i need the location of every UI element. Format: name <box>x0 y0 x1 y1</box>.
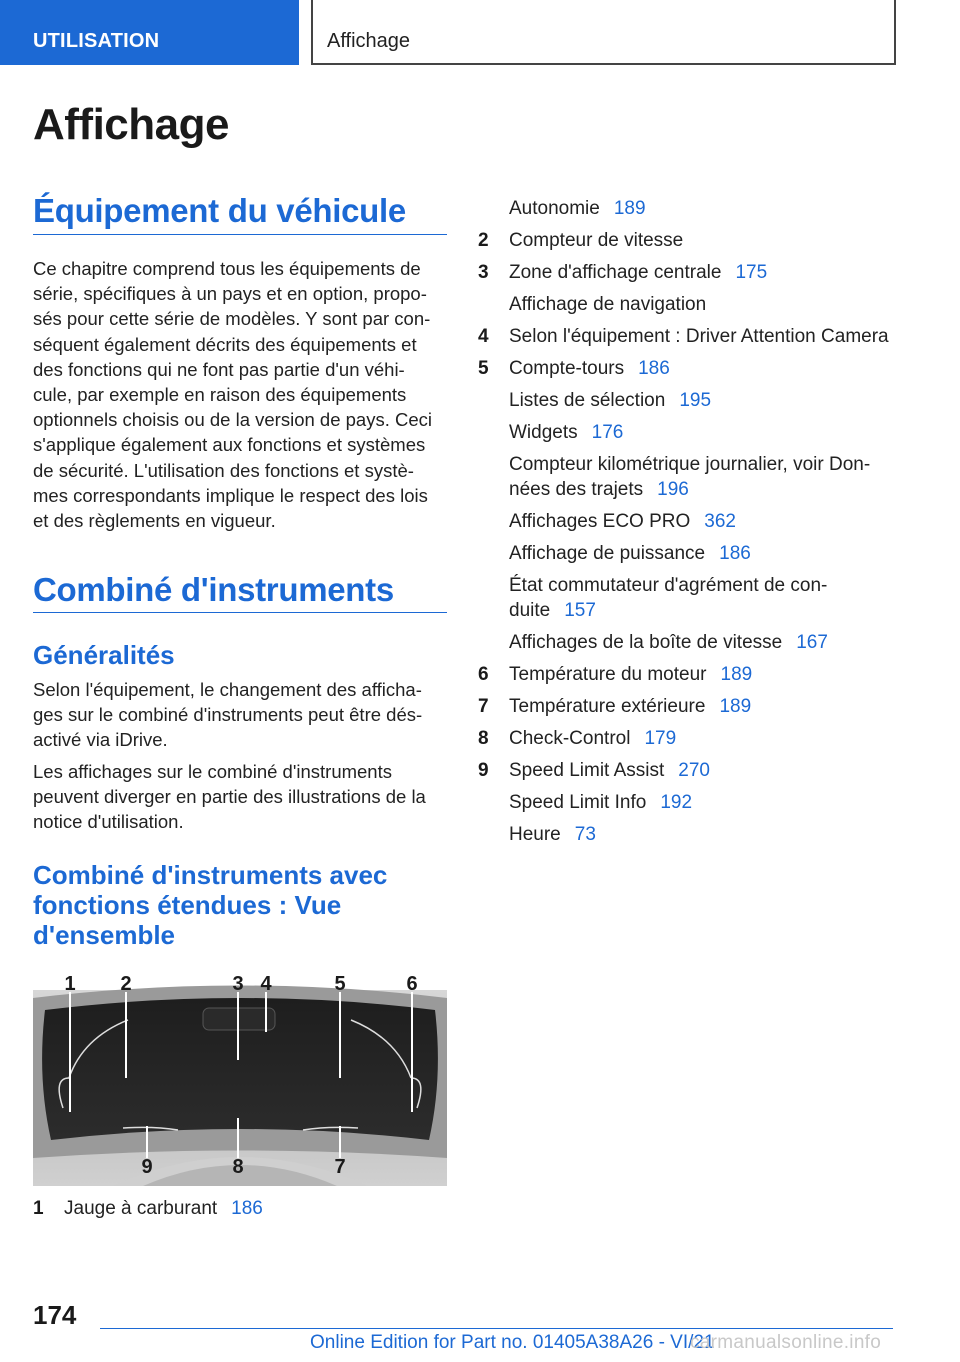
page-reference-link[interactable]: 73 <box>574 824 596 845</box>
paragraph-line: de sécurité. L'utilisation des fonctions et systè‐ <box>33 459 414 481</box>
page-reference-link[interactable]: 167 <box>796 632 828 653</box>
instrument-cluster-illustration <box>33 968 447 1186</box>
callout-8: 8 <box>232 1156 244 1178</box>
page-reference-link[interactable]: 196 <box>657 479 689 500</box>
legend-list-right <box>478 196 908 854</box>
page-reference-link[interactable]: 189 <box>613 198 646 219</box>
page-reference-link[interactable]: 192 <box>660 792 693 813</box>
paragraph-line: peuvent diverger en partie des illustrations de la <box>33 786 426 808</box>
legend-text: Listes de sélection <box>509 390 666 411</box>
legend-text: État commutateur d'agrément de con‐ <box>509 575 828 596</box>
legend-text: Affichages de la boîte de vitesse <box>509 632 783 653</box>
legend-text: Compteur de vitesse <box>509 230 684 251</box>
paragraph-equipement <box>33 256 447 533</box>
callout-7: 7 <box>334 1156 346 1178</box>
legend-number: 1 <box>33 1198 44 1219</box>
legend-text: Check-Control <box>509 728 631 749</box>
legend-item <box>478 452 908 502</box>
legend-item <box>478 573 908 623</box>
legend-number: 6 <box>478 664 489 685</box>
callout-4: 4 <box>260 973 272 995</box>
page-header <box>0 0 960 66</box>
heading-generalites: Généralités <box>33 640 175 670</box>
legend-text: nées des trajets <box>509 479 644 500</box>
legend-text: Compteur kilométrique journalier, voir Don‐ <box>509 454 871 475</box>
legend-item <box>478 420 908 445</box>
legend-text: Selon l'équipement : Driver Attention Camera <box>509 326 889 347</box>
paragraph-line: Les affichages sur le combiné d'instruments <box>33 761 392 782</box>
page-reference-link[interactable]: 186 <box>719 543 751 564</box>
heading-rule <box>33 612 447 613</box>
legend-item <box>478 822 908 847</box>
paragraph-line: mes correspondants implique le respect des lois <box>33 484 428 506</box>
legend-list-left <box>33 1196 447 1228</box>
paragraph-generalites-2 <box>33 759 447 835</box>
legend-text: Jauge à carburant <box>64 1198 218 1219</box>
heading-rule <box>33 234 447 235</box>
legend-item <box>478 260 908 285</box>
heading-line: d'ensemble <box>33 920 176 950</box>
paragraph-line: Selon l'équipement, le changement des afficha‐ <box>33 679 422 700</box>
legend-item <box>478 790 908 815</box>
legend-text: Zone d'affichage centrale <box>509 262 722 283</box>
page-reference-link[interactable]: 186 <box>231 1198 263 1219</box>
page-reference-link[interactable]: 195 <box>679 390 712 411</box>
callout-3: 3 <box>232 973 244 995</box>
page-title: Affichage <box>33 100 229 149</box>
paragraph-line: ges sur le combiné d'instruments peut être dés‐ <box>33 704 423 726</box>
legend-item <box>478 388 908 413</box>
heading-line: Combiné d'instruments avec <box>33 860 388 890</box>
legend-item <box>478 509 908 534</box>
paragraph-line: sés pour cette série de modèles. Y sont par con‐ <box>33 308 431 330</box>
page-reference-link[interactable]: 189 <box>720 664 753 685</box>
legend-item <box>478 292 908 317</box>
paragraph-line: optionnels choisis ou de la version de pays. Ceci <box>33 409 433 431</box>
legend-text: Affichage de navigation <box>509 294 707 315</box>
footer-edition: Online Edition for Part no. 01405A38A26 - VI/21 <box>310 1332 715 1353</box>
legend-item <box>478 630 908 655</box>
page-reference-link[interactable]: 157 <box>564 600 596 621</box>
paragraph-line: série, spécifiques à un pays et en option, propo‐ <box>33 283 427 305</box>
legend-item <box>33 1196 447 1221</box>
instrument-cluster-drawing <box>33 968 447 1186</box>
legend-number: 8 <box>478 728 489 749</box>
legend-text: Heure <box>509 824 561 845</box>
legend-item <box>478 228 908 253</box>
legend-item <box>478 694 908 719</box>
paragraph-line: notice d'utilisation. <box>33 811 184 833</box>
page-reference-link[interactable]: 176 <box>591 422 624 443</box>
page-reference-link[interactable]: 270 <box>678 760 710 781</box>
legend-text: Affichages ECO PRO <box>509 511 691 532</box>
paragraph-line: Ce chapitre comprend tous les équipements de <box>33 258 421 279</box>
callout-1: 1 <box>64 973 76 995</box>
legend-number: 2 <box>478 230 489 251</box>
legend-item <box>478 758 908 783</box>
page-reference-link[interactable]: 186 <box>638 358 670 379</box>
legend-text: Compte-tours <box>509 358 625 379</box>
watermark: carmanualsonline.info <box>690 1332 882 1353</box>
legend-text: Température du moteur <box>509 664 707 685</box>
legend-item <box>478 196 908 221</box>
legend-text: Affichage de puissance <box>509 543 706 564</box>
heading-vue-ensemble <box>33 860 447 950</box>
header-chapter-title: Affichage <box>311 0 896 65</box>
page-reference-link[interactable]: 175 <box>735 262 768 283</box>
heading-equipement: Équipement du véhicule <box>33 192 406 229</box>
legend-item <box>478 324 908 349</box>
heading-combine: Combiné d'instruments <box>33 571 394 608</box>
legend-number: 4 <box>478 326 489 347</box>
paragraph-line: et des règlements en vigueur. <box>33 510 276 532</box>
legend-number: 3 <box>478 262 489 283</box>
legend-number: 5 <box>478 358 489 379</box>
legend-text: Speed Limit Info <box>509 792 647 813</box>
paragraph-generalites-1 <box>33 677 447 753</box>
paragraph-line: des fonctions qui ne font pas partie d'un véhi‐ <box>33 358 405 380</box>
callout-2: 2 <box>120 973 132 995</box>
legend-item <box>478 356 908 381</box>
legend-item <box>478 726 908 751</box>
page-reference-link[interactable]: 189 <box>719 696 752 717</box>
legend-number: 9 <box>478 760 489 781</box>
paragraph-line: cule, par exemple en raison des équipements <box>33 384 407 406</box>
paragraph-line: s'applique également aux fonctions et systèmes <box>33 434 426 456</box>
paragraph-line: activé via iDrive. <box>33 729 168 751</box>
legend-item <box>478 662 908 687</box>
legend-text: Speed Limit Assist <box>509 760 665 781</box>
footer-rule <box>100 1328 893 1329</box>
paragraph-line: séquent également décrits des équipements et <box>33 333 417 355</box>
legend-text: Autonomie <box>509 198 600 219</box>
page-reference-link[interactable]: 179 <box>644 728 677 749</box>
page-reference-link[interactable]: 362 <box>704 511 736 532</box>
header-section-tab: UTILISATION <box>0 0 299 65</box>
legend-number: 7 <box>478 696 489 717</box>
legend-text: duite <box>509 600 551 621</box>
legend-item <box>478 541 908 566</box>
callout-9: 9 <box>141 1156 153 1178</box>
legend-text: Température extérieure <box>509 696 706 717</box>
page-number: 174 <box>33 1300 77 1330</box>
legend-text: Widgets <box>509 422 578 443</box>
callout-6: 6 <box>406 973 418 995</box>
heading-line: fonctions étendues : Vue <box>33 890 342 920</box>
callout-5: 5 <box>334 973 346 995</box>
